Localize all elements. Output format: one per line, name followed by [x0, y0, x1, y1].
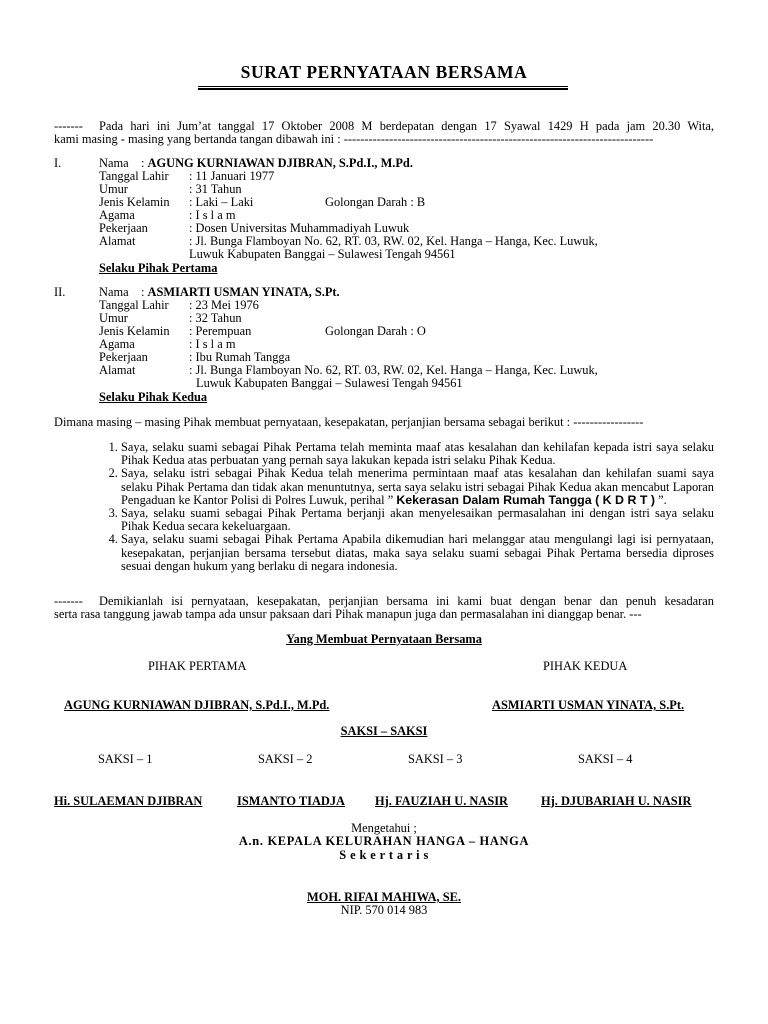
saksi-4-name: Hj. DJUBARIAH U. NASIR	[541, 794, 692, 808]
alamat-label: Alamat	[99, 234, 136, 248]
closing-text-1: Demikianlah isi pernyataan, kesepakatan, perjanjian bersama ini kami buat dengan benar dan penuh kesadaran	[99, 594, 714, 608]
party1-tanggal-lahir: : 11 Januari 1977	[189, 169, 275, 183]
party1-pekerjaan: : Dosen Universitas Muhammadiyah Luwuk	[189, 221, 410, 235]
point-2-end: ”.	[658, 492, 667, 507]
intro-paragraph	[54, 120, 714, 146]
party1-jenis-kelamin: : Laki – Laki	[189, 195, 254, 209]
party1-alamat-1: : Jl. Bunga Flamboyan No. 62, RT. 03, RW. 02, Kel. Hanga – Hanga, Kec. Luwuk,	[189, 234, 598, 248]
point-1: Saya, selaku suami sebagai Pihak Pertama telah meminta maaf atas kesalahan dan kehilafan kepada istri saya selaku Pihak Kedua atas perbuatan yang pernah saya lakukan kepada istri selaku Pihak Kedua.	[121, 440, 714, 468]
point-2-text: Saya, selaku istri sebagai Pihak Kedua telah menerima permintaan maaf atas kesalahan dan kehilafan suami saya selaku Pihak Pertama dan tidak akan menuntutnya, serta saya selaku istri sebagai Pihak Kedua akan mencabut Laporan Pengaduan ke Kantor Polisi di Polres Luwuk, perihal ”	[121, 466, 714, 507]
closing-dashes: -------	[54, 594, 83, 608]
approval-nip: NIP. 570 014 983	[340, 903, 428, 917]
jenis-kelamin-label: Jenis Kelamin	[99, 195, 170, 209]
list-item	[121, 533, 714, 573]
intro-text-1: Pada hari ini Jum’at tanggal 17 Oktober 2008 M berdepatan dengan 17 Syawal 1429 H pada jam 20.30 Wita,	[99, 119, 714, 133]
pihak-pertama-label: PIHAK PERTAMA	[148, 659, 247, 673]
point-3: Saya, selaku suami sebagai Pihak Pertama berjanji akan menyelesaikan permasalahan ini dengan istri saya selaku Pihak Kedua secara kekeluargaan.	[121, 506, 714, 534]
party1-name-row: Nama : AGUNG KURNIAWAN DJIBRAN, S.Pd.I., M.Pd.	[99, 156, 413, 170]
agreement-points	[99, 441, 714, 573]
pihak-kedua-signature-name: ASMIARTI USMAN YINATA, S.Pt.	[492, 698, 685, 712]
party1-number: I.	[54, 156, 62, 170]
party2-role: Selaku Pihak Kedua	[99, 390, 208, 404]
approval-office: A.n. KEPALA KELURAHAN HANGA – HANGA	[238, 834, 530, 848]
party2-alamat-1: : Jl. Bunga Flamboyan No. 62, RT. 03, RW. 02, Kel. Hanga – Hanga, Kec. Luwuk,	[189, 363, 598, 377]
saksi-3-name: Hj. FAUZIAH U. NASIR	[375, 794, 508, 808]
saksi-2-label: SAKSI – 2	[258, 752, 313, 766]
pekerjaan-label: Pekerjaan	[99, 350, 148, 364]
nama-label: Nama	[99, 285, 129, 299]
document-title: SURAT PERNYATAAN BERSAMA	[240, 62, 528, 82]
title-underline-double	[198, 88, 568, 90]
party2-pekerjaan: : Ibu Rumah Tangga	[189, 350, 291, 364]
saksi-1-label: SAKSI – 1	[98, 752, 153, 766]
point-4: Saya, selaku suami sebagai Pihak Pertama Apabila dikemudian hari melanggar atau mengulangi lagi isi pernyataan, kesepakatan, perjanjian bersama tersebut diatas, maka saya selaku suami sebagai Pihak Pertama bersedia diproses sesuai dengan hukum yang berlaku di negara indonesia.	[121, 532, 714, 573]
pihak-kedua-label: PIHAK KEDUA	[543, 659, 628, 673]
mengetahui-label: Mengetahui ;	[351, 821, 417, 835]
saksi-3-label: SAKSI – 3	[408, 752, 463, 766]
intro-line-1	[54, 120, 714, 133]
saksi-1-name: Hi. SULAEMAN DJIBRAN	[54, 794, 203, 808]
title-underline	[198, 86, 568, 87]
party2-jenis-kelamin: : Perempuan	[189, 324, 252, 338]
umur-label: Umur	[99, 311, 128, 325]
tanggal-lahir-label: Tanggal Lahir	[99, 298, 169, 312]
tanggal-lahir-label: Tanggal Lahir	[99, 169, 169, 183]
intro-dashes: -------	[54, 119, 83, 133]
approval-position: S e k e r t a r i s	[339, 848, 429, 862]
signatures-heading: Yang Membuat Pernyataan Bersama	[286, 632, 482, 646]
party2-alamat-2: Luwuk Kabupaten Banggai – Sulawesi Tengah 94561	[196, 376, 463, 390]
closing-text-2: serta rasa tanggung jawab tampa ada unsur paksaan dari Pihak manapun juga dan permasalahan ini dianggap benar. ---	[54, 607, 642, 622]
list-item	[121, 441, 714, 467]
approval-name: MOH. RIFAI MAHIWA, SE.	[307, 890, 461, 904]
list-item	[121, 467, 714, 507]
party1-agama: : I s l a m	[189, 208, 236, 222]
saksi-4-label: SAKSI – 4	[578, 752, 633, 766]
witnesses-heading: SAKSI – SAKSI	[340, 724, 428, 738]
umur-label: Umur	[99, 182, 128, 196]
party2-name-row: Nama : ASMIARTI USMAN YINATA, S.Pt.	[99, 285, 340, 299]
party2-name: ASMIARTI USMAN YINATA, S.Pt.	[147, 285, 340, 299]
nama-label: Nama	[99, 156, 129, 170]
alamat-label: Alamat	[99, 363, 136, 377]
pihak-pertama-signature-name: AGUNG KURNIAWAN DJIBRAN, S.Pd.I., M.Pd.	[64, 698, 330, 712]
point-2-bold: Kekerasan Dalam Rumah Tangga ( K D R T )	[396, 492, 655, 507]
party2-golongan-darah: Golongan Darah : O	[325, 324, 426, 338]
agreement-intro: Dimana masing – masing Pihak membuat pernyataan, kesepakatan, perjanjian bersama sebagai berikut : -----------------	[54, 415, 644, 429]
intro-text-2: kami masing - masing yang bertanda tangan dibawah ini : ---------------------------------------------------------------------------	[54, 133, 654, 147]
party1-umur: : 31 Tahun	[189, 182, 242, 196]
closing-paragraph	[54, 595, 714, 621]
party1-golongan-darah: Golongan Darah : B	[325, 195, 426, 209]
party1-name: AGUNG KURNIAWAN DJIBRAN, S.Pd.I., M.Pd.	[147, 156, 413, 170]
party2-umur: : 32 Tahun	[189, 311, 242, 325]
party1-role: Selaku Pihak Pertama	[99, 261, 218, 275]
party2-agama: : I s l a m	[189, 337, 236, 351]
list-item	[121, 507, 714, 533]
party1-alamat-2: Luwuk Kabupaten Banggai – Sulawesi Tengah 94561	[189, 247, 456, 261]
party2-number: II.	[54, 285, 66, 299]
jenis-kelamin-label: Jenis Kelamin	[99, 324, 170, 338]
agama-label: Agama	[99, 337, 135, 351]
agama-label: Agama	[99, 208, 135, 222]
party2-tanggal-lahir: : 23 Mei 1976	[189, 298, 259, 312]
pekerjaan-label: Pekerjaan	[99, 221, 148, 235]
saksi-2-name: ISMANTO TIADJA	[237, 794, 345, 808]
